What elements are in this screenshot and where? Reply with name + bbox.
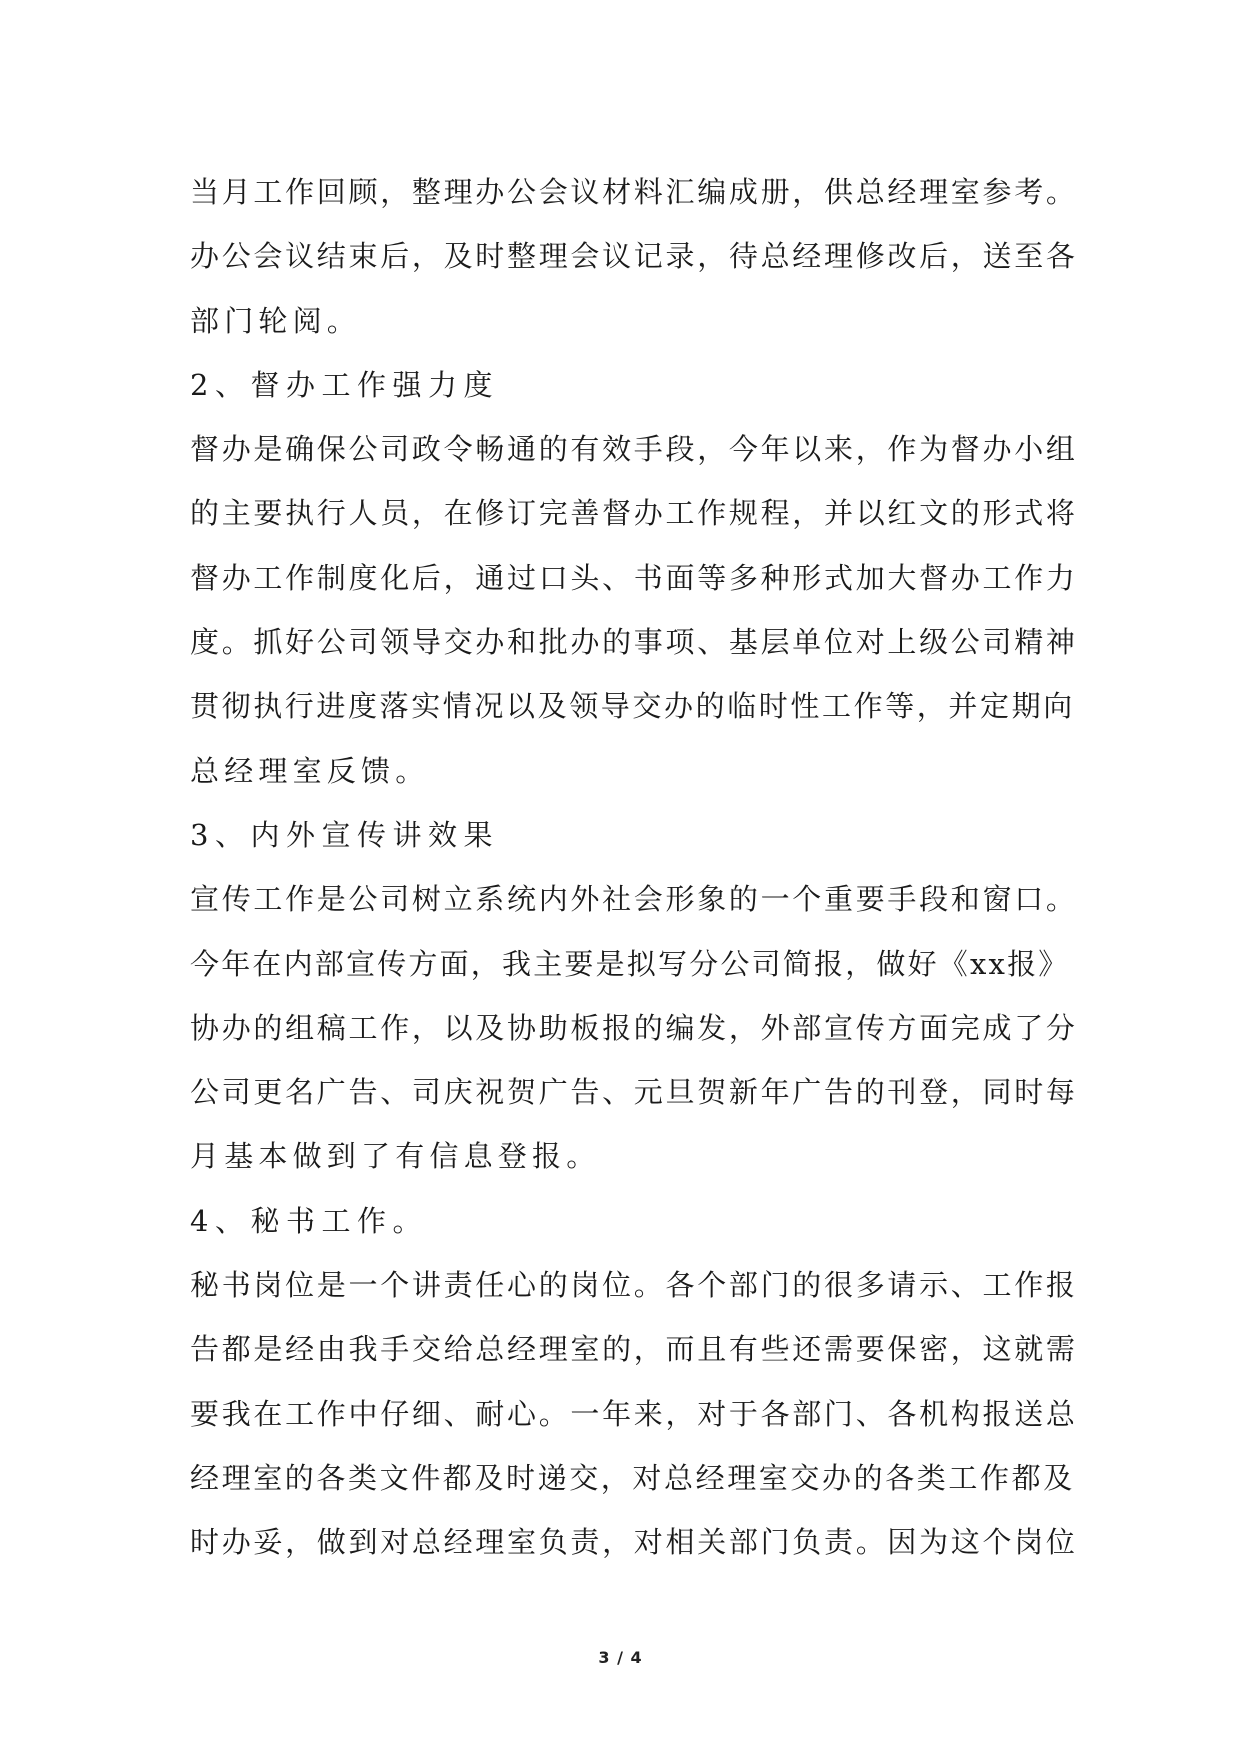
section-heading: 4、秘书工作。 (190, 1203, 428, 1238)
text-line: 贯彻执行进度落实情况以及领导交办的临时性工作等，并定期向 (190, 689, 1075, 724)
text-line: 秘书岗位是一个讲责任心的岗位。各个部门的很多请示、工作报 (190, 1268, 1078, 1303)
text-line: 协办的组稿工作，以及协助板报的编发，外部宣传方面完成了分 (190, 1010, 1078, 1045)
text-line: 今年在内部宣传方面，我主要是拟写分公司简报，做好《xx报》 (190, 946, 1070, 981)
text-line: 度。抓好公司领导交办和批办的事项、基层单位对上级公司精神 (190, 625, 1078, 660)
text-line: 经理室的各类文件都及时递交，对总经理室交办的各类工作都及 (190, 1460, 1075, 1495)
text-line: 部门轮阅。 (190, 303, 362, 338)
page-number: 3 / 4 (598, 1648, 643, 1667)
text-line: 要我在工作中仔细、耐心。一年来，对于各部门、各机构报送总 (190, 1396, 1078, 1431)
text-line: 办公会议结束后，及时整理会议记录，待总经理修改后，送至各 (190, 239, 1078, 274)
text-line: 总经理室反馈。 (190, 753, 430, 788)
text-line: 宣传工作是公司树立系统内外社会形象的一个重要手段和窗口。 (190, 882, 1078, 917)
text-line: 的主要执行人员，在修订完善督办工作规程，并以红文的形式将 (190, 496, 1078, 531)
text-line: 时办妥，做到对总经理室负责，对相关部门负责。因为这个岗位 (190, 1525, 1078, 1560)
text-line: 月基本做到了有信息登报。 (190, 1139, 601, 1174)
text-line: 督办工作制度化后，通过口头、书面等多种形式加大督办工作力 (190, 560, 1078, 595)
document-body (190, 160, 1078, 1575)
text-line: 公司更名广告、司庆祝贺广告、元旦贺新年广告的刊登，同时每 (190, 1075, 1078, 1110)
section-heading: 3、内外宣传讲效果 (190, 817, 499, 852)
text-line: 告都是经由我手交给总经理室的，而且有些还需要保密，这就需 (190, 1332, 1078, 1367)
text-line: 当月工作回顾，整理办公会议材料汇编成册，供总经理室参考。 (190, 175, 1078, 209)
text-line: 督办是确保公司政令畅通的有效手段，今年以来，作为督办小组 (190, 432, 1078, 467)
section-heading: 2、督办工作强力度 (190, 367, 499, 402)
